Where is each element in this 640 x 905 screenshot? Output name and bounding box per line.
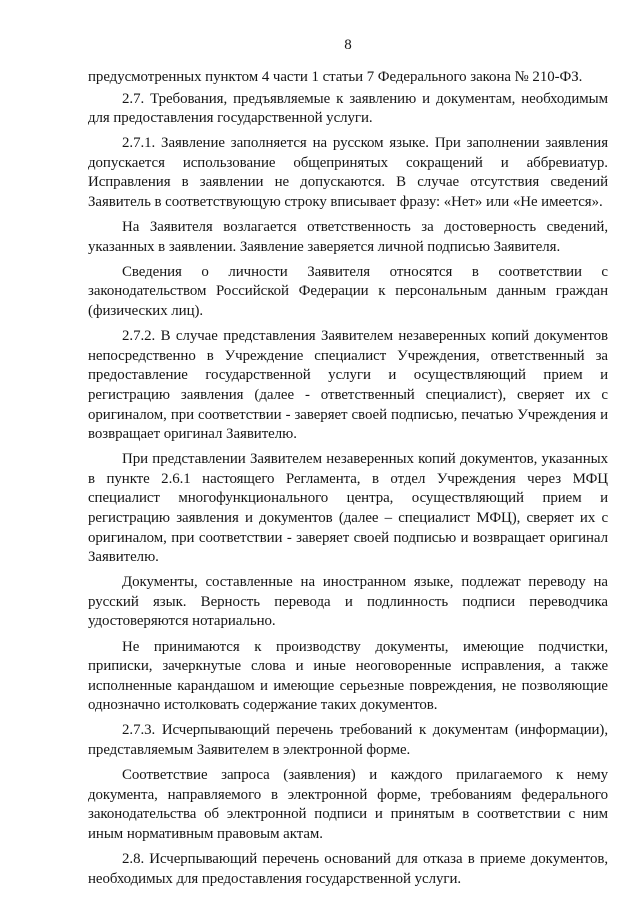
page-number: 8 [344,37,352,53]
paragraph-2-7-2: 2.7.2. В случае представления Заявителем незаверенных копий документов непосредственно в Учреждение специалист Учреждения, ответственный за предоставление государственной услуги и осуществляющий прием и регистрацию заявления (далее - ответственный специалист), сверяет их с оригиналом, при соответствии - заверяет своей подписью, печатью Учреждения и возвращает оригинал Заявителю. [88,328,608,443]
paragraph-2-7-1: 2.7.1. Заявление заполняется на русском языке. При заполнении заявления допускается использование общепринятых сокращений и аббревиатур. Исправления в заявлении не допускаются. В случае отсутствия сведений Заявитель в соответствующую строку вписывает фразу: «Нет» или «Не имеется». [88,135,608,211]
paragraph-2-7-3: 2.7.3. Исчерпывающий перечень требований к документам (информации), представляемым Заявителем в электронной форме. [88,722,608,758]
paragraph-electronic-compliance: Соответствие запроса (заявления) и каждого прилагаемого к нему документа, направляемого в электронной форме, требованиям федерального законодательства об электронной подписи и принятым в соответствии с ним иным нормативным правовым актам. [88,767,608,842]
paragraph-not-accepted: Не принимаются к производству документы, имеющие подчистки, приписки, зачеркнутые слова и иные неоговоренные исправления, а также исполненные карандашом и имеющие серьезные повреждения, не позволяющие однозначно истолковать содержание таких документов. [88,638,608,714]
paragraph-mfc-copies: При представлении Заявителем незаверенных копий документов, указанных в пункте 2.6.1 настоящего Регламента, в отдел Учреждения через МФЦ специалист многофункционального центра, осуществляющий прием и регистрацию заявления и документов (далее – специалист МФЦ), сверяет их с оригиналом, при соответствии - заверяет своей подписью и возвращает оригинал Заявителю. [88,451,608,566]
paragraph-2-7: 2.7. Требования, предъявляемые к заявлению и документам, необходимым для предоставления государственной услуги. [88,90,608,127]
paragraph-continuation: предусмотренных пунктом 4 части 1 статьи 7 Федерального закона № 210-ФЗ. [88,69,583,85]
paragraph-2-8: 2.8. Исчерпывающий перечень оснований для отказа в приеме документов, необходимых для предоставления государственной услуги. [88,850,608,887]
paragraph-responsibility: На Заявителя возлагается ответственность за достоверность сведений, указанных в заявлении. Заявление заверяется личной подписью Заявителя. [88,219,608,255]
paragraph-personal-data: Сведения о личности Заявителя относятся в соответствии с законодательством Российской Федерации к персональным данным граждан (физических лиц). [88,263,608,320]
paragraph-foreign-documents: Документы, составленные на иностранном языке, подлежат переводу на русский язык. Верность перевода и подлинность подписи переводчика удостоверяются нотариально. [88,574,608,630]
